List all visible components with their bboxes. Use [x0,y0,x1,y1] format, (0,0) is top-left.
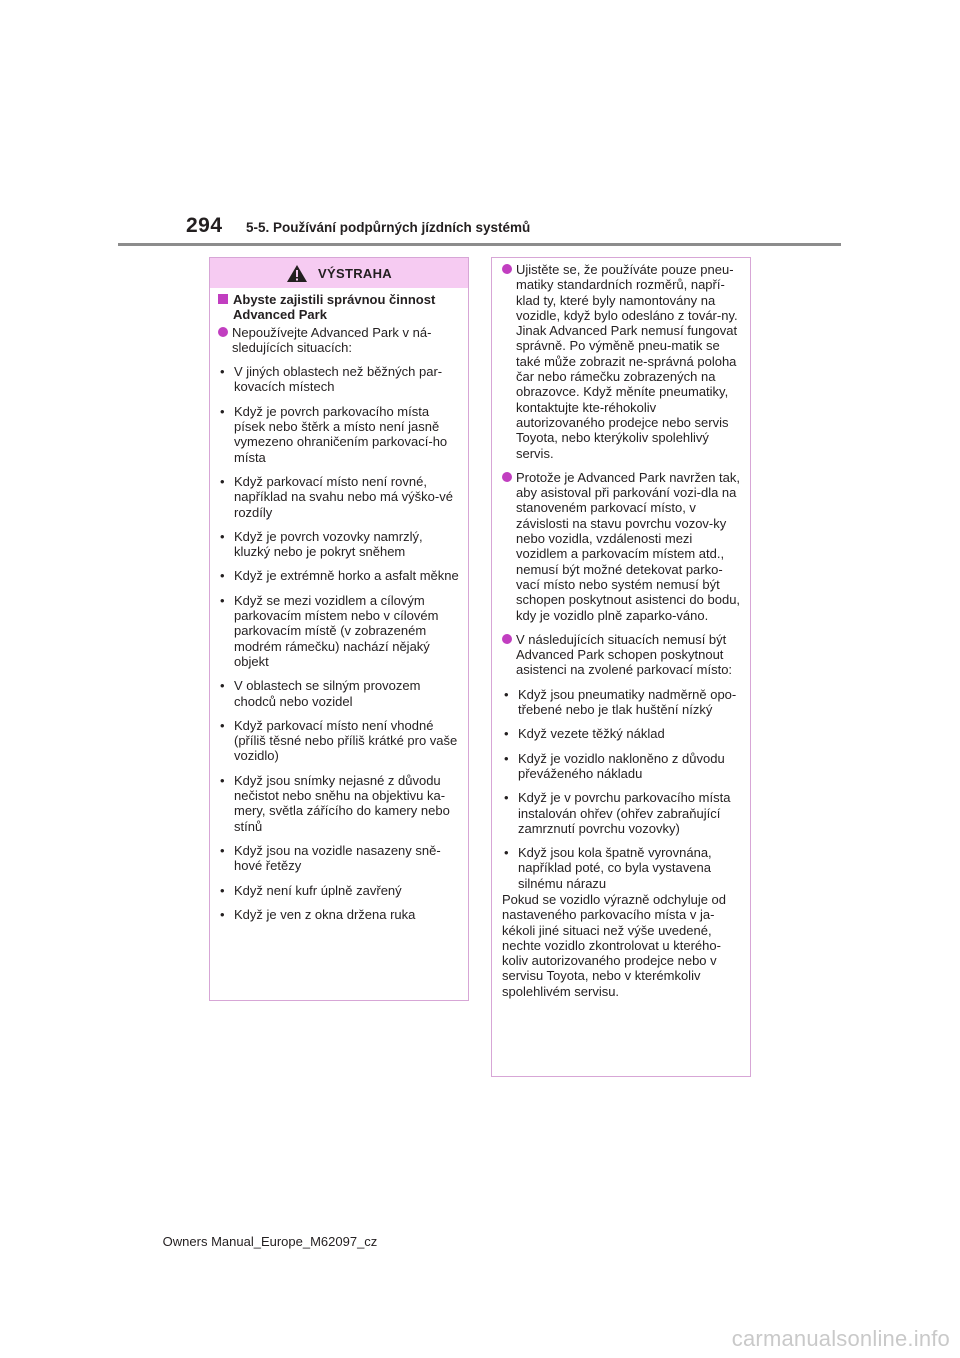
circle-bullet-icon [502,634,512,644]
list-item: • Když parkovací místo není vhodné (příliš těsné nebo příliš krátké pro vaše vozidlo) [220,717,458,764]
warning-header [210,258,468,288]
warning-triangle-icon [286,264,308,283]
design-note: Protože je Advanced Park navržen tak, aby asistoval při parkování vozi-dla na stanoveném parkovací místo, v závislosti na stavu povrchu vozov-ky nebo vozidla, vzdálenosti mezi vozidlem a parkovacím místem atd., nemusí být možné detekovat parko-vací místo nebo systém nemusí být schopen poskytnout asistenci do bodu, kdy je vozidlo plně zaparko-váno. [502,470,744,623]
warning-heading: Abyste zajistili správnou činnost Advanced Park [218,292,462,323]
list-item: • Když je povrch parkovacího místa písek nebo štěrk a místo není jasně vymezeno ohraničením parkovací-ho místa [220,403,448,465]
watermark: carmanualsonline.info [731,1326,950,1351]
closing-paragraph: Pokud se vozidlo výrazně odchyluje od nastaveného parkovacího místa v ja-kékoli jiné situaci než výše uvedené, nechte vozidlo zkontrolovat u kterého-koliv autorizovaného prodejce nebo v servisu Toyota, nebo v kterémkoliv spolehlivém servisu. [502,891,727,999]
list-item: • Když je vozidlo nakloněno z důvodu převáženého nákladu [504,750,725,781]
list-item: • Když je extrémně horko a asfalt měkne [220,568,459,584]
section-title: 5-5. Používání podpůrných jízdních systémů [246,220,531,235]
square-bullet-icon [218,294,228,304]
warning-box-right [491,257,751,1077]
list-item: • Když je povrch vozovky namrzlý, kluzký nebo je pokryt sněhem [220,528,423,560]
page-number: 294 [186,214,223,237]
situations-note: V následujících situacích nemusí být Advanced Park schopen poskytnout asistenci na zvolené parkovací místo: [502,632,744,678]
warning-title: VÝSTRAHA [318,265,392,281]
warning-intro: Nepoužívejte Advanced Park v ná-sledujících situacích: [218,325,462,356]
list-item: • V jiných oblastech než běžných par-kovacích místech [220,364,443,395]
list-item: • Když vezete těžký náklad [504,726,665,742]
list-item: • Když jsou pneumatiky nadměrně opo-třebené nebo je tlak huštění nízký [504,686,737,718]
list-item: • Když jsou snímky nejasné z důvodu nečistot nebo sněhu na objektivu ka-mery, světla zářícího do kamery nebo stínů [220,772,450,834]
list-item: • Když jsou na vozidle nasazeny sně-hové řetězy [220,842,441,874]
list-item: • Když jsou kola špatně vyrovnána, například poté, co byla vystavena silnému nárazu [504,845,712,891]
footer-doc-id: Owners Manual_Europe_M62097_cz [162,1234,378,1249]
circle-bullet-icon [218,327,228,337]
list-item: • Když se mezi vozidlem a cílovým parkovacím místem nebo v cílovém parkovacím místě (v zobrazeném modrém rámečku) nachází nějaký objekt [220,592,439,669]
list-item: • Když je ven z okna držena ruka [220,906,416,922]
warning-box-left [209,257,469,1001]
list-item: • Když není kufr úplně zavřený [220,882,402,898]
list-item: • V oblastech se silným provozem chodců nebo vozidel [220,678,421,709]
tire-note: Ujistěte se, že používáte pouze pneu-matiky standardních rozměrů, napří-klad ty, které byly namontovány na vozidle, když bylo odesláno z továr-ny. Jinak Advanced Park nemusí fungovat správně. Po výměně pneu-matik se také může zobrazit ne-správná poloha čar nebo rámečku zobrazených na obrazovce. Když měníte pneumatiky, kontaktujte kte-réhokoliv autorizovaného prodejce nebo servis Toyota, nebo kterýkoliv spolehlivý servis. [502,262,744,461]
list-item: • Když parkovací místo není rovné, například na svahu nebo má výško-vé rozdíly [220,473,453,520]
list-item: • Když je v povrchu parkovacího místa instalován ohřev (ohřev zabraňující zamrznutí povrchu vozovky) [504,790,731,836]
header-divider [118,243,841,246]
circle-bullet-icon [502,264,512,274]
circle-bullet-icon [502,472,512,482]
